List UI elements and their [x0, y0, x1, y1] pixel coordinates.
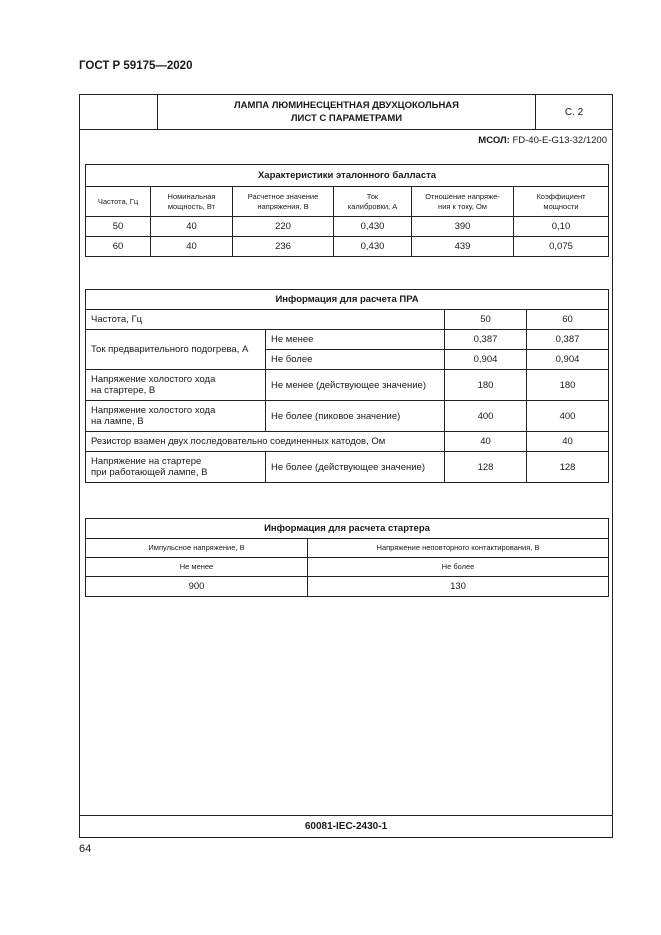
table-row	[86, 310, 609, 330]
table-cell: 0,075	[514, 237, 609, 257]
table-cell: 0,387	[445, 330, 527, 350]
table-row	[86, 370, 609, 401]
pra-resistor-label: Резистор взамен двух последовательно соединенных катодов, Ом	[86, 432, 445, 452]
table-cell: 236	[233, 237, 334, 257]
table-row	[86, 401, 609, 432]
starter-sub1: Не менее	[86, 558, 308, 577]
pra-preheat-label: Ток предварительного подогрева, А	[86, 330, 266, 370]
table-cell: 50	[445, 310, 527, 330]
pra-starter-v-label: Напряжение на стартере при работающей лампе, В	[86, 452, 266, 483]
table-cell: 60	[86, 237, 151, 257]
table-row	[86, 577, 609, 597]
pra-oc-starter-cond: Не менее (действующее значение)	[266, 370, 445, 401]
table-row	[86, 237, 609, 257]
pra-oc-lamp-cond: Не более (пиковое значение)	[266, 401, 445, 432]
footer-divider	[80, 815, 612, 816]
starter-col1-header: Импульсное напряжение, В	[86, 539, 308, 558]
table-cell: 180	[527, 370, 609, 401]
ballast-header-pf: Коэффициент мощности	[514, 187, 609, 217]
pra-oc-lamp-label: Напряжение холостого хода на лампе, В	[86, 401, 266, 432]
table-cell: 40	[151, 237, 233, 257]
mcol-designation	[478, 135, 607, 146]
pra-freq-label: Частота, Гц	[86, 310, 445, 330]
table-row	[86, 330, 609, 350]
standard-number: ГОСТ Р 59175—2020	[79, 60, 193, 72]
table-cell: 0,904	[527, 350, 609, 370]
ballast-header-current: Ток калибровки, А	[334, 187, 412, 217]
ballast-header-ratio: Отношение напряже- ния к току, Ом	[412, 187, 514, 217]
table-cell: 0,904	[445, 350, 527, 370]
table-cell: 220	[233, 217, 334, 237]
ballast-header-voltage: Расчетное значение напряжения, В	[233, 187, 334, 217]
sheet-number: С. 2	[564, 106, 584, 118]
table-cell: 50	[86, 217, 151, 237]
starter-table	[85, 518, 609, 597]
table-row	[86, 539, 609, 558]
table-cell: 439	[412, 237, 514, 257]
sheet-title	[158, 95, 536, 129]
table-cell: 128	[527, 452, 609, 483]
table-cell: 40	[527, 432, 609, 452]
table-cell: 400	[445, 401, 527, 432]
table-cell: 0,387	[527, 330, 609, 350]
table-cell: 40	[151, 217, 233, 237]
ballast-header-row	[86, 187, 609, 217]
sheet-code: 60081-IEC-2430-1	[304, 821, 388, 832]
header-left-cell	[80, 95, 158, 129]
ballast-header-freq: Частота, Гц	[86, 187, 151, 217]
pra-table	[85, 289, 609, 483]
starter-table-title: Информация для расчета стартера	[86, 519, 609, 539]
starter-sub2: Не более	[308, 558, 609, 577]
table-cell: 0,10	[514, 217, 609, 237]
pra-table-title: Информация для расчета ПРА	[86, 290, 609, 310]
starter-col2-header: Напряжение неповторного контактирования, В	[308, 539, 609, 558]
table-cell: 180	[445, 370, 527, 401]
ballast-header-power: Номинальная мощность, Вт	[151, 187, 233, 217]
starter-val1: 900	[86, 577, 308, 597]
table-row	[86, 217, 609, 237]
starter-val2: 130	[308, 577, 609, 597]
pra-preheat-max-label: Не более	[266, 350, 445, 370]
page-number: 64	[79, 843, 92, 855]
table-cell: 40	[445, 432, 527, 452]
table-cell: 0,430	[334, 237, 412, 257]
table-row	[86, 452, 609, 483]
pra-preheat-min-label: Не менее	[266, 330, 445, 350]
ballast-table	[85, 164, 609, 257]
sheet-header	[80, 95, 612, 130]
table-cell: 0,430	[334, 217, 412, 237]
pra-oc-starter-label: Напряжение холостого хода на стартере, В	[86, 370, 266, 401]
table-row	[86, 432, 609, 452]
ballast-table-title: Характеристики эталонного балласта	[86, 165, 609, 187]
table-cell: 60	[527, 310, 609, 330]
table-cell: 390	[412, 217, 514, 237]
mcol-label: МСОЛ:	[478, 135, 510, 146]
sheet-title-line1: ЛАМПА ЛЮМИНЕСЦЕНТНАЯ ДВУХЦОКОЛЬНАЯ	[234, 100, 459, 111]
pra-starter-v-cond: Не более (действующее значение)	[266, 452, 445, 483]
mcol-value: FD-40-E-G13-32/1200	[512, 135, 607, 146]
sheet-title-line2: ЛИСТ С ПАРАМЕТРАМИ	[290, 113, 403, 124]
table-cell: 400	[527, 401, 609, 432]
table-cell: 128	[445, 452, 527, 483]
table-row	[86, 558, 609, 577]
